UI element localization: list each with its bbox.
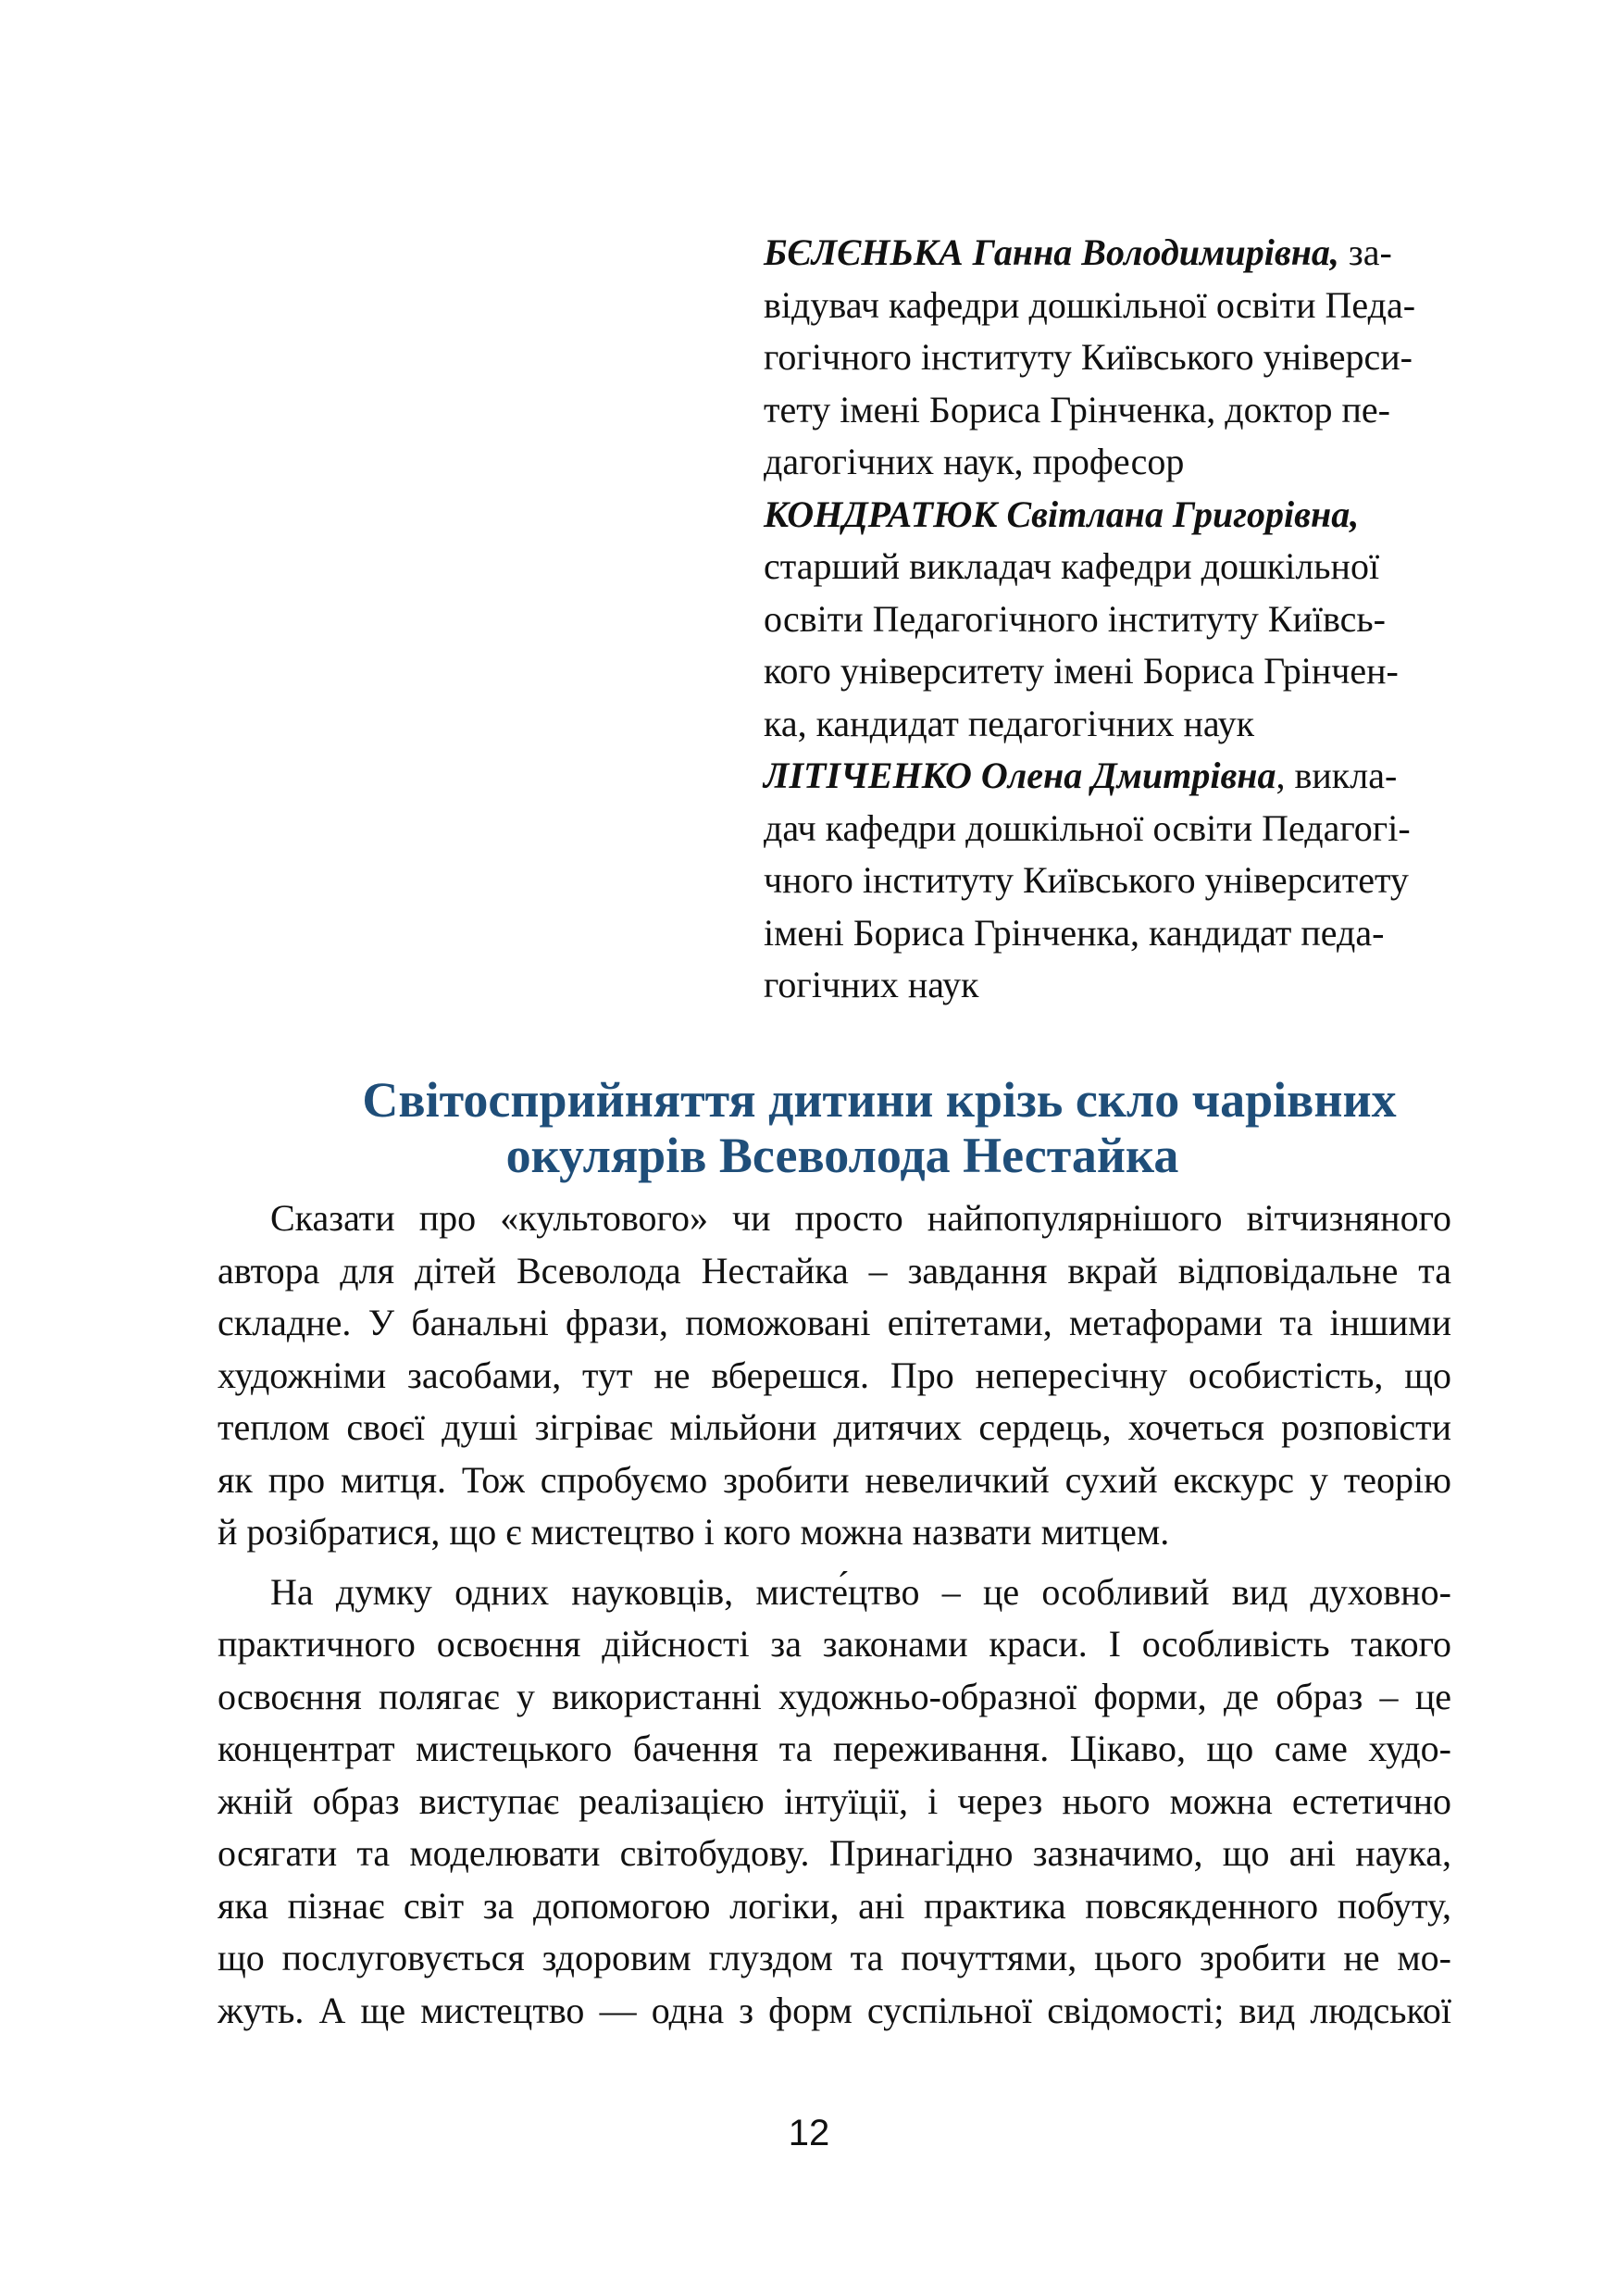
page-number: 12 [788, 2113, 830, 2153]
author-line: ка, кандидат педагогічних наук [764, 702, 1255, 744]
text-line: теплом своєї душі зігріває мільйони дитячих сердець, хочеться розповісти [218, 1406, 1451, 1448]
author-line [764, 489, 1453, 542]
text-line: Сказати про «культового» чи просто найпопулярнішого вітчизняного [270, 1197, 1451, 1239]
author-line: старший викладач кафедри дошкільної [764, 545, 1380, 587]
text-line: автора для дітей Всеволода Нестайка – завдання вкрай відповідальне та [218, 1249, 1451, 1292]
text-line: концентрат мистецького бачення та переживання. Цікаво, що саме худо- [218, 1728, 1451, 1769]
text-line: й розібратися, що є мистецтво і кого можна назвати митцем. [218, 1511, 1170, 1553]
text-line: яка пізнає світ за допомогою логіки, ані практика повсякденного побуту, [218, 1884, 1451, 1927]
author-name: КОНДРАТЮК Світлана Григорівна, [764, 493, 1360, 535]
paragraph-gap [218, 1559, 1451, 1566]
author-line: БЄЛЄНЬКА Ганна Володимирівна, за- [764, 231, 1392, 273]
author-line: дач кафедри дошкільної освіти Педагогі- [764, 806, 1411, 849]
title-line-1: Світосприйняття дитини крізь скло чарівних [362, 1072, 1397, 1128]
text-line: художніми засобами, тут не вберешся. Про непересічну особистість, що [218, 1354, 1451, 1396]
author-line: чного інституту Київського університету [764, 859, 1409, 901]
author-line: тету імені Бориса Грінченка, доктор пе- [764, 388, 1390, 430]
text-line: На думку одних науковців, мисте́цтво – це особливий вид духовно- [270, 1570, 1451, 1613]
author-line: кого університету імені Бориса Грінчен- [764, 650, 1399, 692]
article-title [222, 1072, 1462, 1183]
article-body [218, 1192, 1451, 2037]
text-line: практичного освоєння дійсності за законами краси. І особливість такого [218, 1623, 1451, 1665]
author-line: відувач кафедри дошкільної освіти Педа- [764, 283, 1416, 326]
author-name: ЛІТІЧЕНКО Олена Дмитрівна [764, 755, 1276, 796]
text-line: складне. У банальні фрази, поможовані епітетами, метафорами та іншими [218, 1302, 1451, 1343]
author-line: ЛІТІЧЕНКО Олена Дмитрівна, викла- [764, 755, 1398, 796]
author-line: гогічних наук [764, 964, 979, 1005]
text-line: жуть. А ще мистецтво — одна з форм суспільної свідомості; вид людської [218, 1989, 1451, 2031]
text-line: як про митця. Тож спробуємо зробити невеличкий сухий екскурс у теорію [218, 1458, 1451, 1501]
author-line: дагогічних наук, професор [764, 441, 1185, 482]
author-line: освіти Педагогічного інституту Київсь- [764, 597, 1386, 640]
author-line: гогічного інституту Київського універси- [764, 336, 1413, 378]
title-line-2: окулярів Всеволода Нестайка [505, 1128, 1179, 1183]
authors-block [764, 227, 1453, 1012]
text-line: осягати та моделювати світобудову. Принагідно зазначимо, що ані наука, [218, 1832, 1451, 1874]
text-line: жній образ виступає реалізацією інтуїції, і через нього можна естетично [218, 1779, 1451, 1822]
text-line: що послуговується здоровим глуздом та почуттями, цього зробити не мо- [218, 1937, 1451, 1978]
author-name: БЄЛЄНЬКА Ганна Володимирівна, [764, 231, 1339, 273]
author-line: імені Бориса Грінченка, кандидат педа- [764, 911, 1385, 954]
text-line: освоєння полягає у використанні художньо-образної форми, де образ – це [218, 1675, 1451, 1717]
